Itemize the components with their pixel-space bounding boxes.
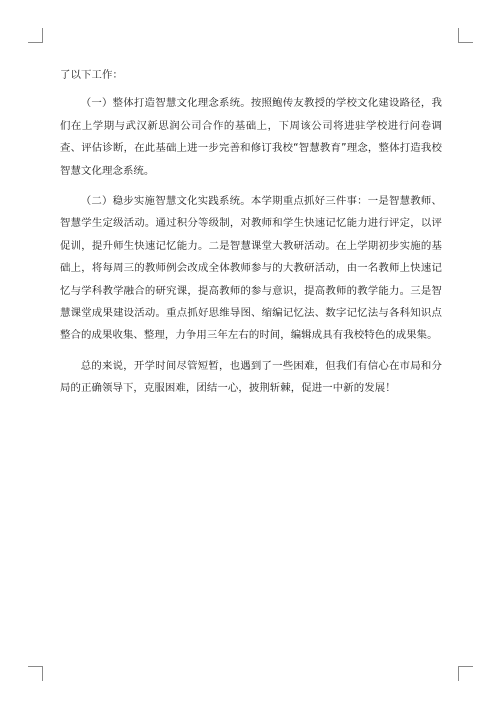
crop-mark-bottom-left bbox=[28, 666, 43, 681]
crop-mark-top-right bbox=[458, 28, 473, 43]
document-body bbox=[60, 64, 442, 408]
paragraph-culture-concept: （一）整体打造智慧文化理念系统。按照鲍传友教授的学校文化建设路径，我们在上学期与武汉新思润公司合作的基础上，下周该公司将进驻学校进行问卷调查、评估诊断，在此基础上进一步完善和修订我校“智慧教育”理念，整体打造我校智慧文化理念系统。 bbox=[60, 97, 442, 177]
paragraph-summary: 总的来说，开学时间尽管短暂，也遇到了一些困难，但我们有信心在市局和分局的正确领导下，克服困难，团结一心，披荆斩棘，促进一中新的发展！ bbox=[60, 359, 442, 395]
intro-line: 了以下工作： bbox=[60, 69, 123, 81]
crop-mark-bottom-right bbox=[458, 666, 473, 681]
crop-mark-top-left bbox=[28, 28, 43, 43]
paragraph-culture-practice: （二）稳步实施智慧文化实践系统。本学期重点抓好三件事：一是智慧教师、智慧学生定级活动。通过积分等级制，对教师和学生快速记忆能力进行评定，以评促训，提升师生快速记忆能力。二是智慧课堂大教研活动。在上学期初步实施的基础上，将每周三的教师例会改成全体教师参与的大教研活动，由一名教师上快速记忆与学科教学融合的研究课，提高教师的参与意识，提高教师的教学能力。三是智慧课堂成果建设活动。重点抓好思维导图、缩编记忆法、数字记忆法与各科知识点整合的成果收集、整理，力争用三年左右的时间，编辑成具有我校特色的成果集。 bbox=[60, 195, 442, 342]
